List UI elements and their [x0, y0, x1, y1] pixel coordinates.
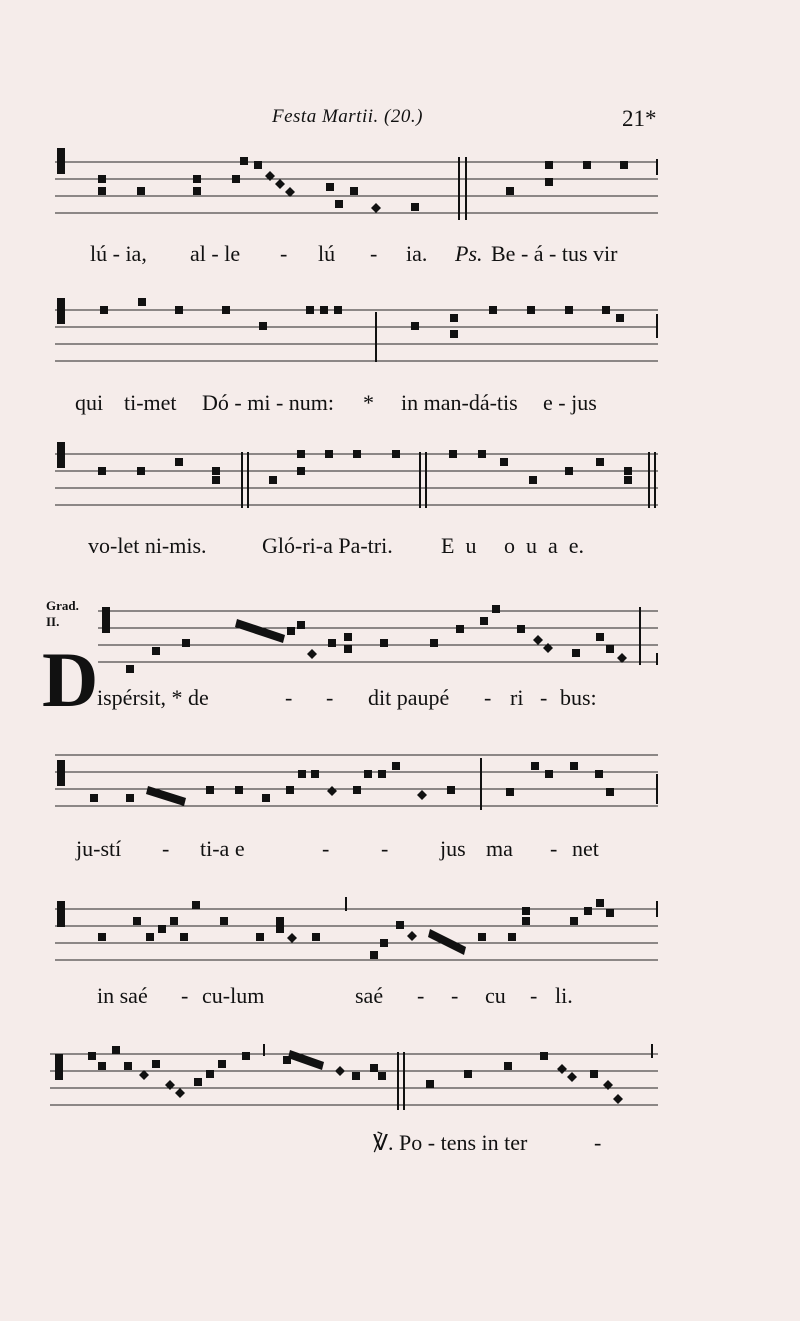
music-system-6 [0, 895, 800, 1025]
lyric-syllable: ju-stí [76, 836, 122, 861]
lyric-syllable: - [370, 241, 378, 266]
lyric-syllable: ia. [406, 241, 428, 266]
lyric-syllable: ispérsit, * de [97, 685, 209, 710]
lyric-syllable: ma [486, 836, 513, 861]
lyric-syllable: in man-dá-tis [401, 390, 518, 415]
lyric-syllable: ti-met [124, 390, 177, 415]
lyric-syllable: in saé [97, 983, 148, 1008]
lyric-syllable: cu [485, 983, 506, 1008]
staff-2 [0, 292, 800, 382]
lyric-syllable: - [322, 836, 330, 861]
lyric-syllable: dit paupé [368, 685, 450, 710]
lyric-syllable: Gló-ri-a Pa-tri. [262, 533, 393, 558]
lyric-syllable: qui [75, 390, 104, 415]
lyric-syllable: - [451, 983, 459, 1008]
lyric-syllable: Ps. [455, 241, 483, 266]
staff-1 [0, 145, 800, 235]
lyric-syllable: - [530, 983, 538, 1008]
lyric-syllable: jus [440, 836, 466, 861]
lyric-syllable: ti-a e [200, 836, 245, 861]
lyric-line-7 [0, 1130, 602, 1220]
lyric-syllable: net [572, 836, 599, 861]
lyric-syllable: - [594, 1130, 602, 1155]
staff-5 [0, 750, 800, 840]
lyric-syllable: - [285, 685, 293, 710]
music-system-7 [0, 1040, 800, 1170]
staff-3 [0, 440, 800, 530]
staff-6 [0, 895, 800, 985]
lyric-syllable: - [381, 836, 389, 861]
lyric-syllable: - [540, 685, 548, 710]
lyric-syllable: Dó - mi - num: [202, 390, 334, 415]
mode-label: II. [46, 614, 60, 629]
page-number: 21* [622, 106, 657, 131]
lyric-syllable: lú [318, 241, 336, 266]
lyric-syllable: al - le [190, 241, 241, 266]
lyric-syllable: - [326, 685, 334, 710]
lyric-syllable: - [484, 685, 492, 710]
lyric-syllable: li. [555, 983, 573, 1008]
lyric-syllable: vo-let ni-mis. [88, 533, 207, 558]
lyric-syllable: saé [355, 983, 384, 1008]
lyric-syllable: Be - á - tus vir [491, 241, 618, 266]
lyric-syllable: * [363, 390, 374, 415]
initial-letter: D [42, 636, 99, 723]
lyric-syllable: ri [510, 685, 524, 710]
lyric-syllable: - [162, 836, 170, 861]
music-system-3 [0, 440, 800, 570]
running-title: Festa Martii. (20.) [272, 106, 423, 127]
staff-4 [0, 595, 800, 685]
lyric-syllable: lú - ia, [90, 241, 147, 266]
music-system-4 [0, 595, 800, 725]
lyric-syllable: bus: [560, 685, 597, 710]
lyric-syllable: E u o u a e. [441, 533, 584, 558]
lyric-syllable: ℣. Po - tens in ter [373, 1130, 528, 1155]
lyric-syllable: e - jus [543, 390, 597, 415]
music-system-2 [0, 292, 800, 422]
lyric-syllable: cu-lum [202, 983, 265, 1008]
music-system-5 [0, 750, 800, 880]
staff-7 [0, 1040, 800, 1130]
page-header [0, 96, 800, 136]
gradual-label: Grad. [46, 598, 79, 613]
lyric-syllable: - [550, 836, 558, 861]
lyric-syllable: - [181, 983, 189, 1008]
music-system-1 [0, 145, 800, 275]
lyric-syllable: - [417, 983, 425, 1008]
lyric-syllable: - [280, 241, 288, 266]
